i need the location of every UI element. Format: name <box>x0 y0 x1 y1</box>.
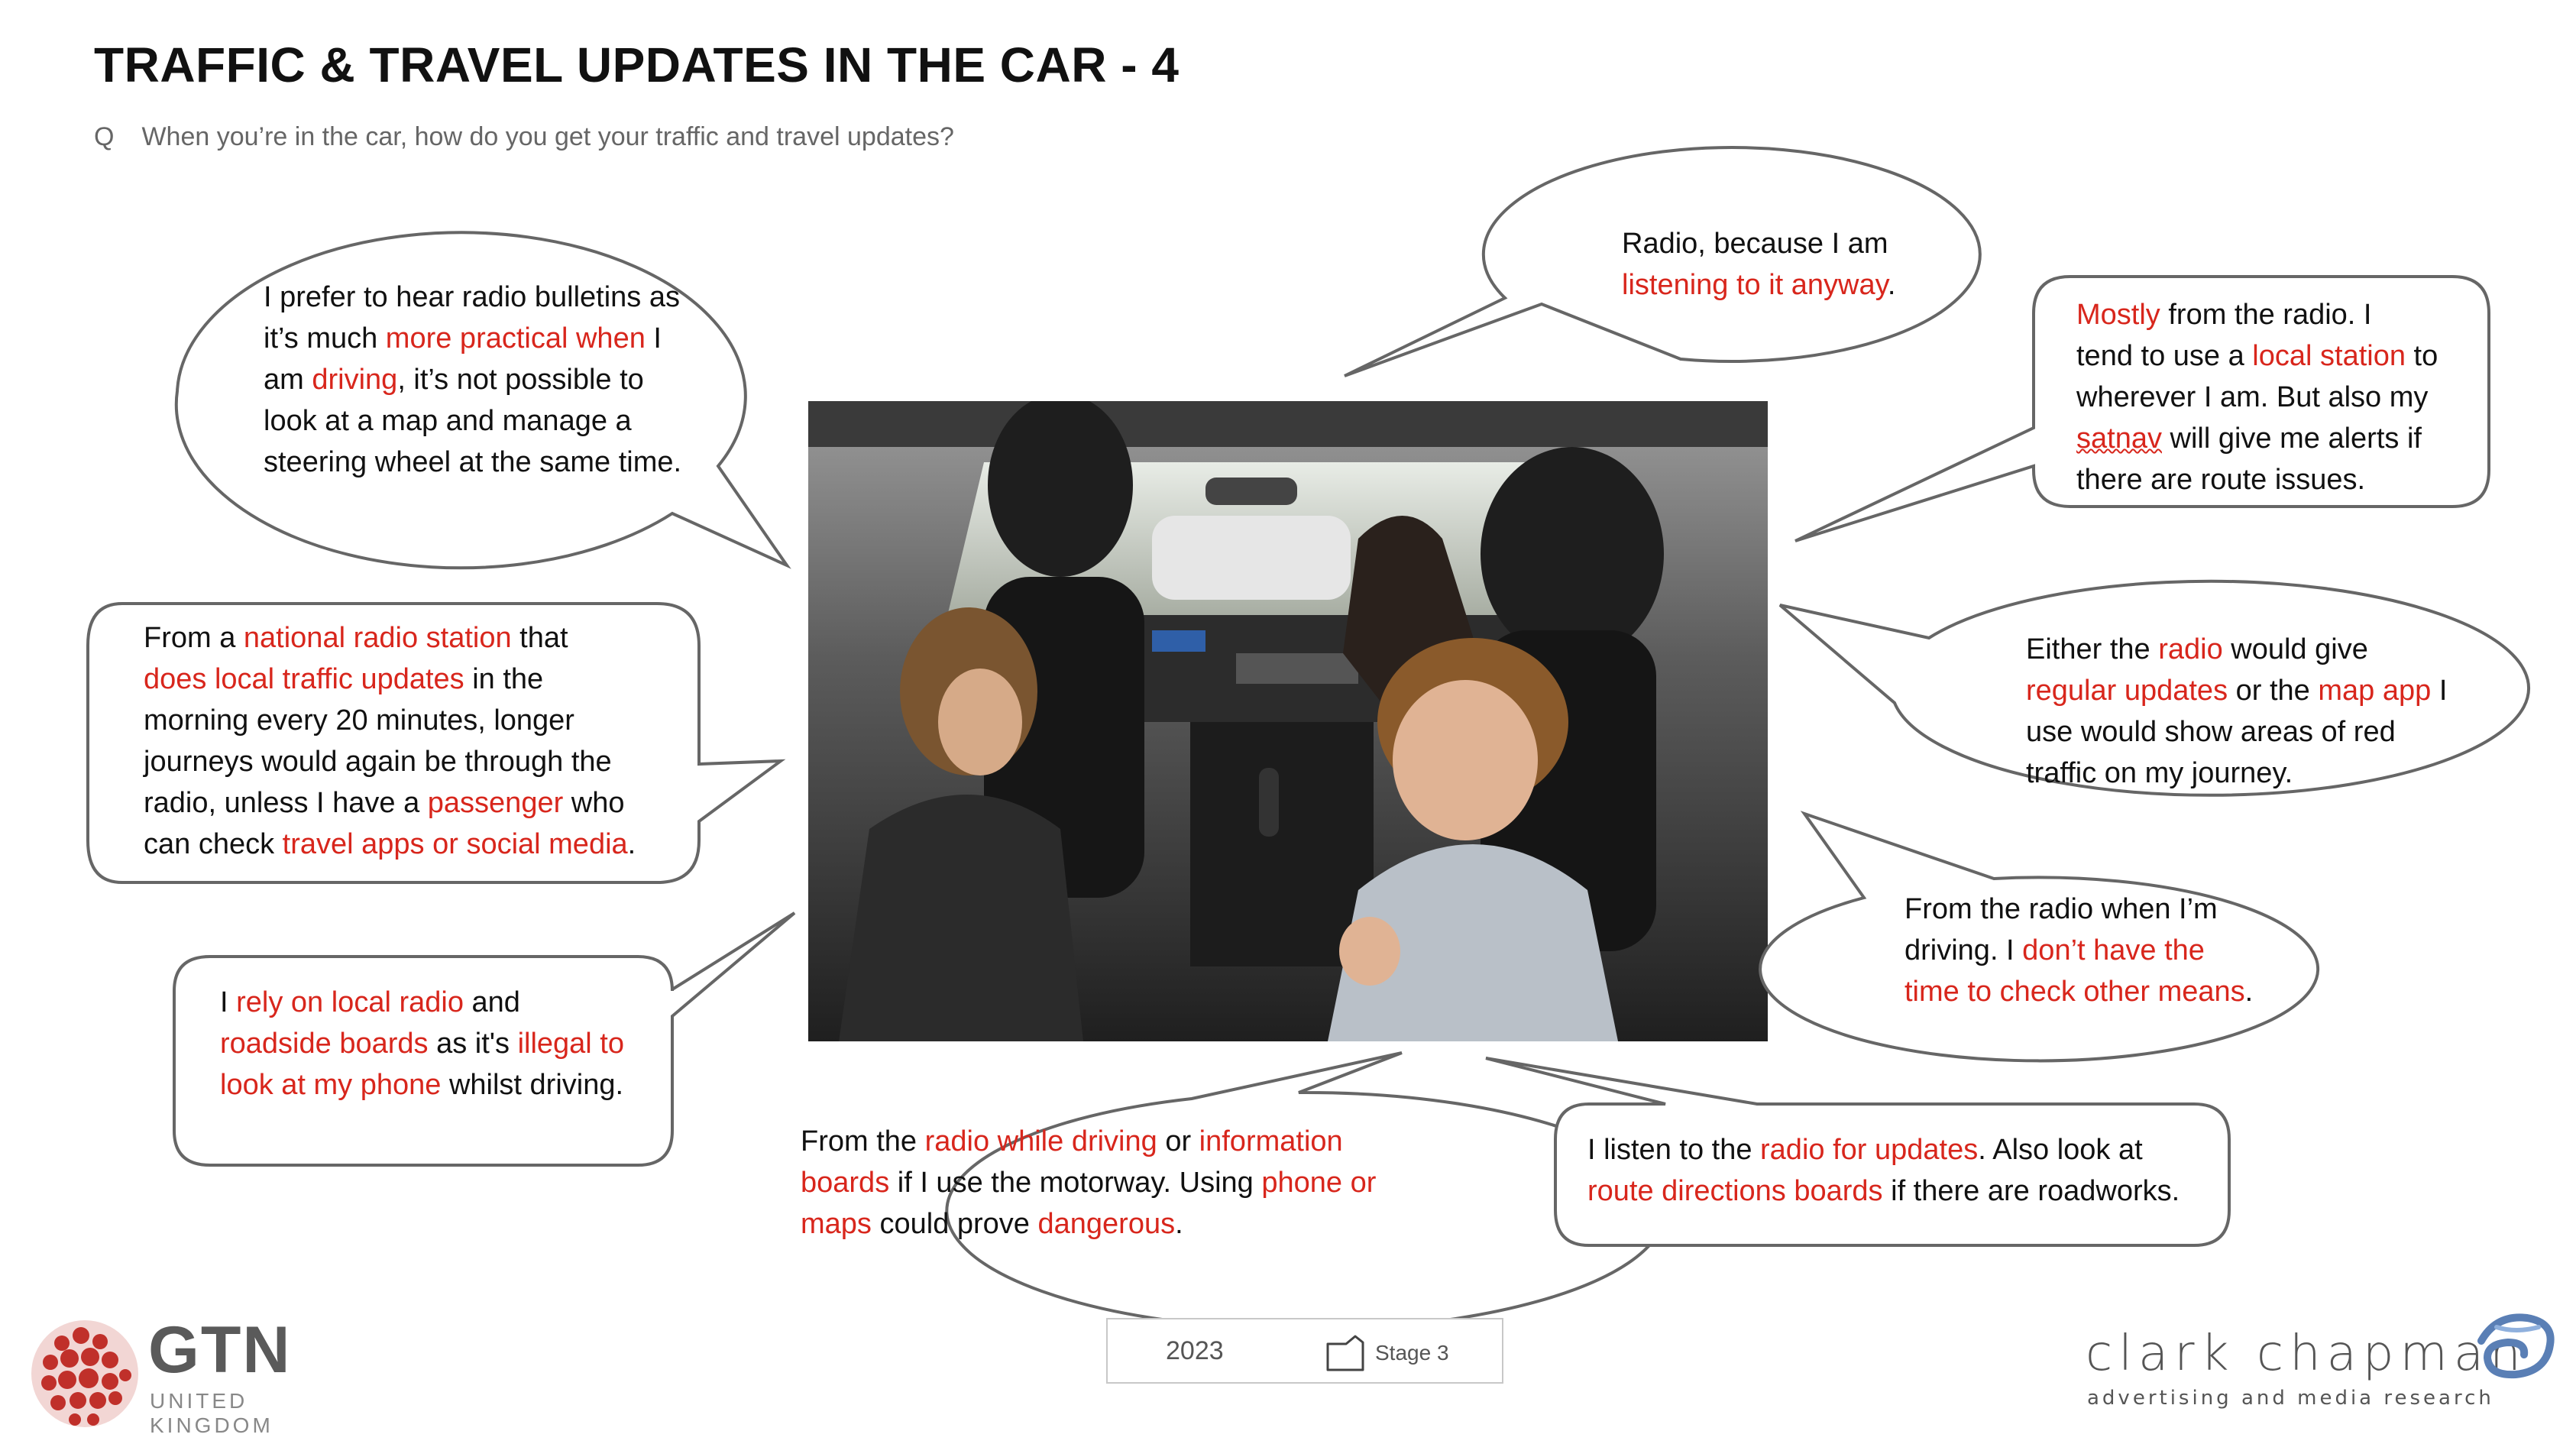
quote-8-text: From the <box>801 1125 925 1157</box>
quote-8-highlight: phone or <box>1261 1167 1377 1199</box>
quote-7-text: driving. I <box>1904 934 2023 966</box>
quote-2-highlight: travel apps or social media <box>282 828 628 860</box>
quote-6-text: traffic on my journey. <box>2026 757 2293 789</box>
quote-6-text: use would show areas of red <box>2026 716 2396 748</box>
quote-8-text: could prove <box>871 1208 1038 1240</box>
quote-1-text: steering wheel at the same time. <box>264 446 682 478</box>
quote-9-text: I listen to the <box>1587 1134 1761 1166</box>
quote-5-highlight: local station <box>2252 340 2406 372</box>
quote-5-text: from the radio. I <box>2160 299 2372 331</box>
quote-1-text: I prefer to hear radio bulletins as <box>264 281 680 313</box>
gtn-logo <box>28 1313 379 1435</box>
quote-5-text: to <box>2405 340 2438 372</box>
quote-3-highlight: roadside boards <box>220 1028 429 1060</box>
slide-title: TRAFFIC & TRAVEL UPDATES IN THE CAR - 4 <box>94 37 1180 92</box>
quote-1-highlight: more practical when <box>385 322 646 355</box>
quote-7-highlight: time to check other means <box>1904 976 2245 1008</box>
quote-8-highlight: information <box>1199 1125 1343 1157</box>
quote-9-text: . Also look at <box>1978 1134 2143 1166</box>
quote-6-highlight: radio <box>2158 633 2223 665</box>
quote-8-text: if I use the motorway. Using <box>889 1167 1262 1199</box>
quote-8 <box>801 1121 1376 1245</box>
quote-2-highlight: national radio station <box>243 622 512 654</box>
quote-9-highlight: route directions boards <box>1587 1175 1883 1207</box>
quote-8-text: or <box>1157 1125 1199 1157</box>
quote-4 <box>1622 223 1895 306</box>
quote-6-text: or the <box>2228 675 2319 707</box>
quote-7-highlight: don’t have the <box>2022 934 2205 966</box>
clark-chapman-logo <box>2086 1310 2559 1425</box>
quote-8-text: . <box>1175 1208 1183 1240</box>
question-prefix: Q <box>94 122 115 151</box>
quote-8-highlight: radio while driving <box>924 1125 1157 1157</box>
quote-9-highlight: radio for updates <box>1760 1134 1979 1166</box>
gtn-globe-icon <box>28 1313 142 1435</box>
quote-2-text: journeys would again be through the <box>144 746 612 778</box>
quote-3-text: I <box>220 986 237 1018</box>
quote-1-text: I <box>645 322 662 355</box>
quote-6-text: I <box>2431 675 2448 707</box>
quote-6-highlight: regular updates <box>2026 675 2228 707</box>
quote-6-text: Either the <box>2026 633 2159 665</box>
quote-9-text: if there are roadworks. <box>1882 1175 2180 1207</box>
quote-9 <box>1587 1129 2180 1212</box>
quote-7-text: . <box>2244 976 2254 1008</box>
quote-5 <box>2076 294 2438 500</box>
quote-2-highlight: passenger <box>427 787 564 819</box>
quote-2-text: who <box>563 787 625 819</box>
gtn-wordmark: GTN <box>148 1313 292 1387</box>
quote-3-highlight: look at my phone <box>220 1069 442 1101</box>
quote-1 <box>264 277 681 483</box>
quote-8-highlight: maps <box>801 1208 872 1240</box>
clark-chapman-swirl-icon <box>2474 1310 2559 1384</box>
quote-2-text: morning every 20 minutes, longer <box>144 704 574 737</box>
quote-3-text: and <box>463 986 520 1018</box>
quote-8-highlight: dangerous <box>1037 1208 1176 1240</box>
footer-year: 2023 <box>1166 1336 1224 1365</box>
quote-1-highlight: driving <box>312 364 398 396</box>
quote-3-text: whilst driving. <box>441 1069 624 1101</box>
quote-5-highlight: satnav <box>2076 423 2162 455</box>
quote-6 <box>2026 629 2447 794</box>
quote-5-text: tend to use a <box>2076 340 2253 372</box>
quote-2-text: . <box>627 828 636 860</box>
quote-6-highlight: map app <box>2318 675 2432 707</box>
quote-2 <box>144 617 636 865</box>
quote-2-text: From a <box>144 622 244 654</box>
stage-icon <box>1323 1333 1369 1373</box>
quote-5-text: wherever I am. But also my <box>2076 381 2429 413</box>
quote-3-text: as it's <box>428 1028 518 1060</box>
quote-3 <box>220 982 624 1106</box>
quote-2-text: that <box>511 622 568 654</box>
quote-4-highlight: listening to it anyway <box>1622 269 1888 301</box>
quote-7-text: From the radio when I’m <box>1904 893 2218 925</box>
quote-7 <box>1904 889 2253 1012</box>
quote-3-highlight: illegal to <box>517 1028 624 1060</box>
quote-4-text: Radio, because I am <box>1622 228 1888 260</box>
quote-8-highlight: boards <box>801 1167 890 1199</box>
quote-2-text: can check <box>144 828 283 860</box>
footer-stage: Stage 3 <box>1375 1341 1449 1365</box>
gtn-subtitle: UNITED KINGDOM <box>150 1389 273 1437</box>
quote-5-text: there are route issues. <box>2076 464 2366 496</box>
footer-stage-box <box>1106 1318 1503 1384</box>
quote-6-text: would give <box>2222 633 2368 665</box>
quote-1-text: , it’s not possible to <box>397 364 644 396</box>
quote-5-text: will give me alerts if <box>2161 423 2422 455</box>
quote-2-highlight: does local traffic updates <box>144 663 464 695</box>
quote-2-text: in the <box>464 663 544 695</box>
question-body: When you’re in the car, how do you get your traffic and travel updates? <box>141 122 954 151</box>
quote-2-text: radio, unless I have a <box>144 787 428 819</box>
quote-3-highlight: rely on local radio <box>236 986 464 1018</box>
clark-chapman-tagline: advertising and media research <box>2087 1387 2494 1410</box>
quote-1-text: am <box>264 364 312 396</box>
quote-5-highlight: Mostly <box>2076 299 2160 331</box>
clark-chapman-wordmark: clark chapman <box>2086 1326 2527 1382</box>
quote-1-text: look at a map and manage a <box>264 405 632 437</box>
quote-1-text: it’s much <box>264 322 386 355</box>
quote-4-text: . <box>1887 269 1896 301</box>
